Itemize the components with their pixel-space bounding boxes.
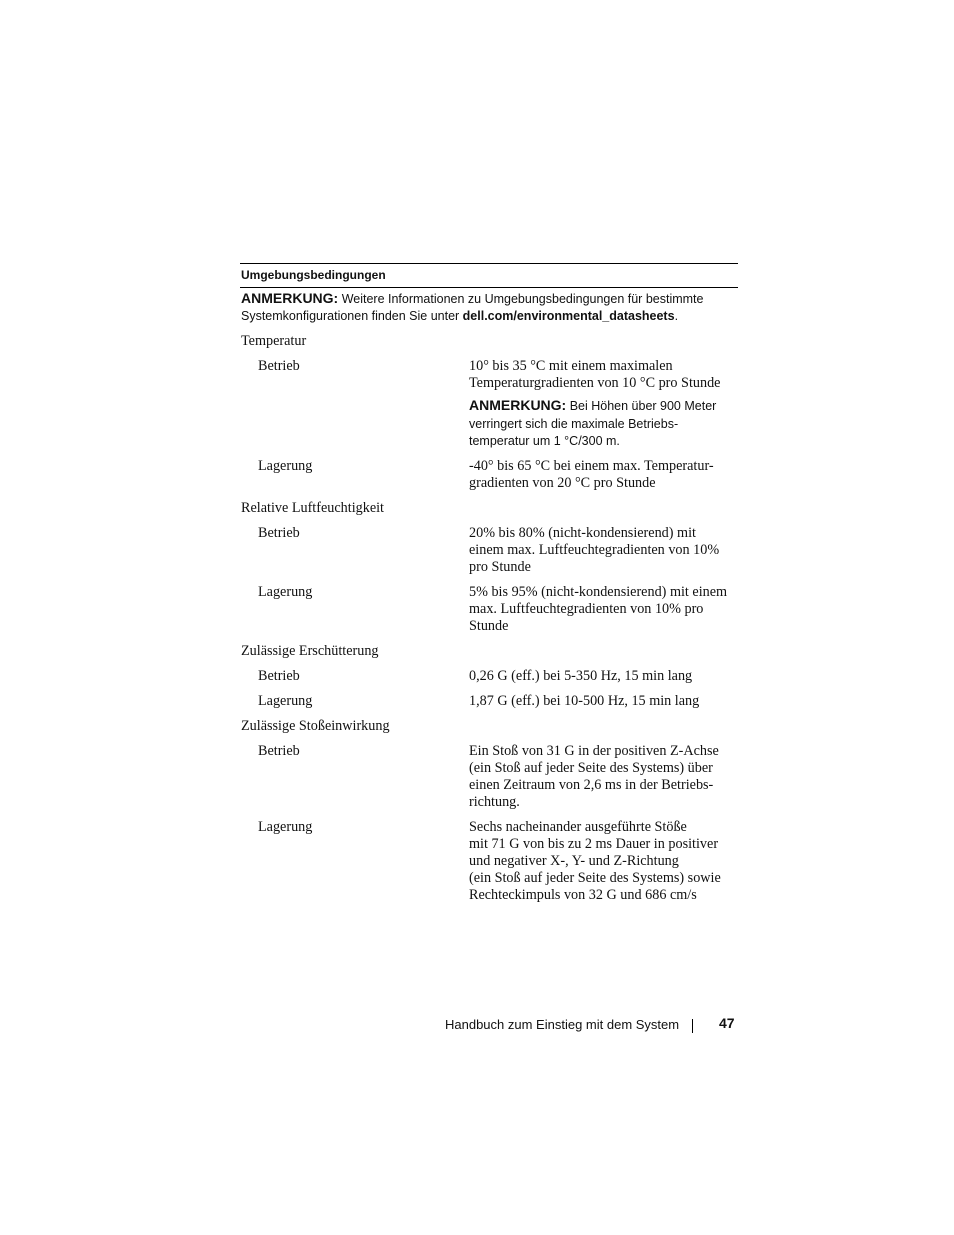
footer-separator xyxy=(692,1019,693,1033)
value-line: Temperaturgradienten von 10 °C pro Stunde xyxy=(469,375,721,391)
vibration-storage-label: Lagerung xyxy=(258,693,313,709)
section-vibration: Zulässige Erschütterung xyxy=(241,643,379,659)
section-humidity: Relative Luftfeuchtigkeit xyxy=(241,500,385,516)
shock-operating-value xyxy=(469,743,739,811)
value-line: richtung. xyxy=(469,794,520,810)
value-line: max. Luftfeuchtegradienten von 10% pro xyxy=(469,601,704,617)
note-text: Bei Höhen über 900 Meter xyxy=(566,399,717,413)
note-text-end: . xyxy=(674,309,679,323)
value-line: (ein Stoß auf jeder Seite des Systems) über xyxy=(469,760,713,776)
value-line: Ein Stoß von 31 G in der positiven Z-Achse xyxy=(469,743,719,759)
value-line: pro Stunde xyxy=(469,559,531,575)
vibration-operating-label: Betrieb xyxy=(258,668,300,684)
value-line: Rechteckimpuls von 32 G und 686 cm/s xyxy=(469,887,697,903)
temperature-storage-label: Lagerung xyxy=(258,458,313,474)
temperature-operating-note xyxy=(469,397,739,451)
temperature-operating-value xyxy=(469,358,739,392)
note-text: verringert sich die maximale Betriebs- xyxy=(469,416,679,431)
shock-storage-value xyxy=(469,819,739,904)
shock-storage-label: Lagerung xyxy=(258,819,313,835)
datasheet-link[interactable]: dell.com/environmental_datasheets xyxy=(462,309,675,323)
temperature-operating-label: Betrieb xyxy=(258,358,300,374)
humidity-storage-label: Lagerung xyxy=(258,584,313,600)
value-line: 5% bis 95% (nicht-kondensierend) mit einem xyxy=(469,584,728,600)
footer-title: Handbuch zum Einstieg mit dem System xyxy=(445,1017,680,1032)
value-line: einem max. Luftfeuchtegradienten von 10% xyxy=(469,542,720,558)
value-line: Sechs nacheinander ausgeführte Stöße xyxy=(469,819,687,835)
environment-note xyxy=(241,290,738,325)
table-header: Umgebungsbedingungen xyxy=(240,263,738,288)
value-line: 10° bis 35 °C mit einem maximalen xyxy=(469,358,673,374)
section-shock: Zulässige Stoßeinwirkung xyxy=(241,718,390,734)
note-text: temperatur um 1 °C/300 m. xyxy=(469,434,620,448)
section-temperature: Temperatur xyxy=(241,333,307,349)
page-number: 47 xyxy=(719,1015,735,1031)
note-text: Weitere Informationen zu Umgebungsbedingungen für bestimmte Systemkonfigurationen finden Sie unter xyxy=(241,292,704,323)
value-line: gradienten von 20 °C pro Stunde xyxy=(469,475,656,491)
humidity-operating-value xyxy=(469,525,739,576)
humidity-operating-label: Betrieb xyxy=(258,525,300,541)
value-line: einen Zeitraum von 2,6 ms in der Betriebs- xyxy=(469,777,714,793)
value-line: -40° bis 65 °C bei einem max. Temperatur- xyxy=(469,458,714,474)
note-label: ANMERKUNG: xyxy=(469,397,567,413)
value-line: 20% bis 80% (nicht-kondensierend) mit xyxy=(469,525,696,541)
value-line: (ein Stoß auf jeder Seite des Systems) sowie xyxy=(469,870,721,886)
value-line: Stunde xyxy=(469,618,509,634)
note-label: ANMERKUNG: xyxy=(241,290,339,306)
vibration-storage-value: 1,87 G (eff.) bei 10-500 Hz, 15 min lang xyxy=(469,693,700,709)
value-line: und negativer X-, Y- und Z-Richtung xyxy=(469,853,679,869)
temperature-storage-value xyxy=(469,458,739,492)
humidity-storage-value xyxy=(469,584,739,635)
vibration-operating-value: 0,26 G (eff.) bei 5-350 Hz, 15 min lang xyxy=(469,668,693,684)
shock-operating-label: Betrieb xyxy=(258,743,300,759)
value-line: mit 71 G von bis zu 2 ms Dauer in positiver xyxy=(469,836,719,852)
